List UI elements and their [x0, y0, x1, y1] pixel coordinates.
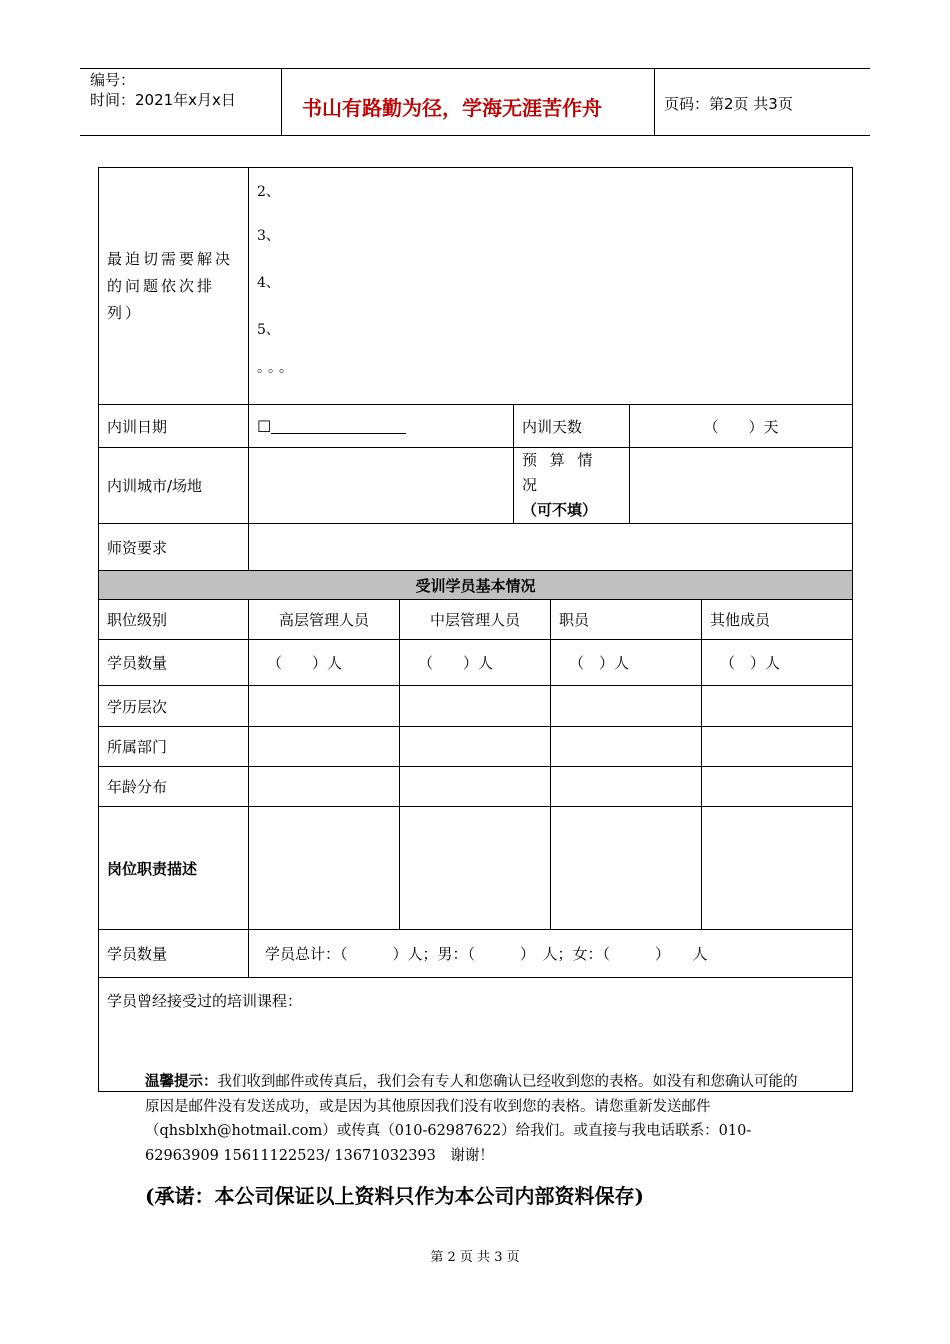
count-middle[interactable]: （ ）人	[400, 640, 551, 686]
tip-text: 我们收到邮件或传真后，我们会有专人和您确认已经收到您的表格。如没有和您确认可能的原因是邮件没有发送成功，或是因为其他原因我们没有收到您的表格。请您重新发送邮件（qhsblxh@hotmail.com）或传真（010-62987622）给我们。或直接与我电话联系：010-62963909 15611122523/ 13671032393 谢谢！	[145, 1074, 798, 1164]
date-label: 内训日期	[99, 405, 249, 448]
tip-title: 温馨提示：	[145, 1073, 218, 1090]
level-label: 职位级别	[99, 600, 249, 640]
days-value[interactable]: （ ）天	[630, 405, 853, 448]
age-label: 年龄分布	[99, 767, 249, 807]
time-label: 时间：2021年x月x日	[90, 91, 236, 109]
form-table	[98, 167, 853, 1092]
age-middle[interactable]	[400, 767, 551, 807]
header-divider-left	[281, 68, 282, 136]
age-senior[interactable]	[249, 767, 400, 807]
motto: 书山有路勤为径，学海无涯苦作舟	[302, 96, 602, 120]
budget-field[interactable]	[630, 448, 853, 524]
education-middle[interactable]	[400, 686, 551, 727]
days-label: 内训天数	[514, 405, 630, 448]
budget-label: 预 算 情 况	[522, 451, 597, 494]
duty-other[interactable]	[702, 807, 853, 930]
problem-item: 2、	[257, 184, 280, 200]
budget-note: （可不填）	[522, 501, 598, 519]
teacher-field[interactable]	[249, 524, 853, 571]
level-middle: 中层管理人员	[400, 600, 551, 640]
education-other[interactable]	[702, 686, 853, 727]
level-other: 其他成员	[702, 600, 853, 640]
total-label: 学员数量	[99, 930, 249, 978]
city-label: 内训城市/场地	[99, 448, 249, 524]
teacher-label: 师资要求	[99, 524, 249, 571]
problem-item: 。。。	[257, 360, 297, 376]
date-underline	[271, 433, 406, 434]
header-top-line	[80, 68, 870, 69]
page-info: 页码：第2页 共3页	[664, 95, 793, 113]
department-senior[interactable]	[249, 727, 400, 767]
number-label: 编号：	[90, 71, 136, 89]
count-label: 学员数量	[99, 640, 249, 686]
tip-block	[145, 1070, 810, 1168]
budget-label-cell	[514, 448, 630, 524]
education-senior[interactable]	[249, 686, 400, 727]
checkbox-icon[interactable]: ☐	[257, 416, 272, 436]
problem-item: 3、	[257, 228, 280, 244]
department-middle[interactable]	[400, 727, 551, 767]
date-field[interactable]	[249, 405, 514, 448]
duty-senior[interactable]	[249, 807, 400, 930]
duty-staff[interactable]	[551, 807, 702, 930]
education-label: 学历层次	[99, 686, 249, 727]
problem-item: 5、	[257, 322, 280, 338]
page-footer: 第 2 页 共 3 页	[430, 1250, 520, 1265]
count-senior[interactable]: （ ）人	[249, 640, 400, 686]
department-label: 所属部门	[99, 727, 249, 767]
age-staff[interactable]	[551, 767, 702, 807]
section-title: 受训学员基本情况	[99, 571, 853, 600]
header-divider-right	[654, 68, 655, 136]
department-staff[interactable]	[551, 727, 702, 767]
problems-label: 最迫切需要解决的问题依次排列）	[99, 168, 249, 405]
level-staff: 职员	[551, 600, 702, 640]
age-other[interactable]	[702, 767, 853, 807]
promise-statement: (承诺：本公司保证以上资料只作为本公司内部资料保存)	[145, 1184, 644, 1208]
city-field[interactable]	[249, 448, 514, 524]
count-other[interactable]: （ ）人	[702, 640, 853, 686]
past-courses-label: 学员曾经接受过的培训课程：	[107, 992, 303, 1010]
header-bottom-line	[80, 135, 870, 136]
total-value[interactable]: 学员总计：（ ）人；男：（ ） 人；女：（ ） 人	[249, 930, 853, 978]
problems-list	[249, 168, 853, 405]
count-staff[interactable]: （ ）人	[551, 640, 702, 686]
problem-item: 4、	[257, 275, 280, 291]
education-staff[interactable]	[551, 686, 702, 727]
level-senior: 高层管理人员	[249, 600, 400, 640]
duty-middle[interactable]	[400, 807, 551, 930]
department-other[interactable]	[702, 727, 853, 767]
duty-label: 岗位职责描述	[99, 807, 249, 930]
